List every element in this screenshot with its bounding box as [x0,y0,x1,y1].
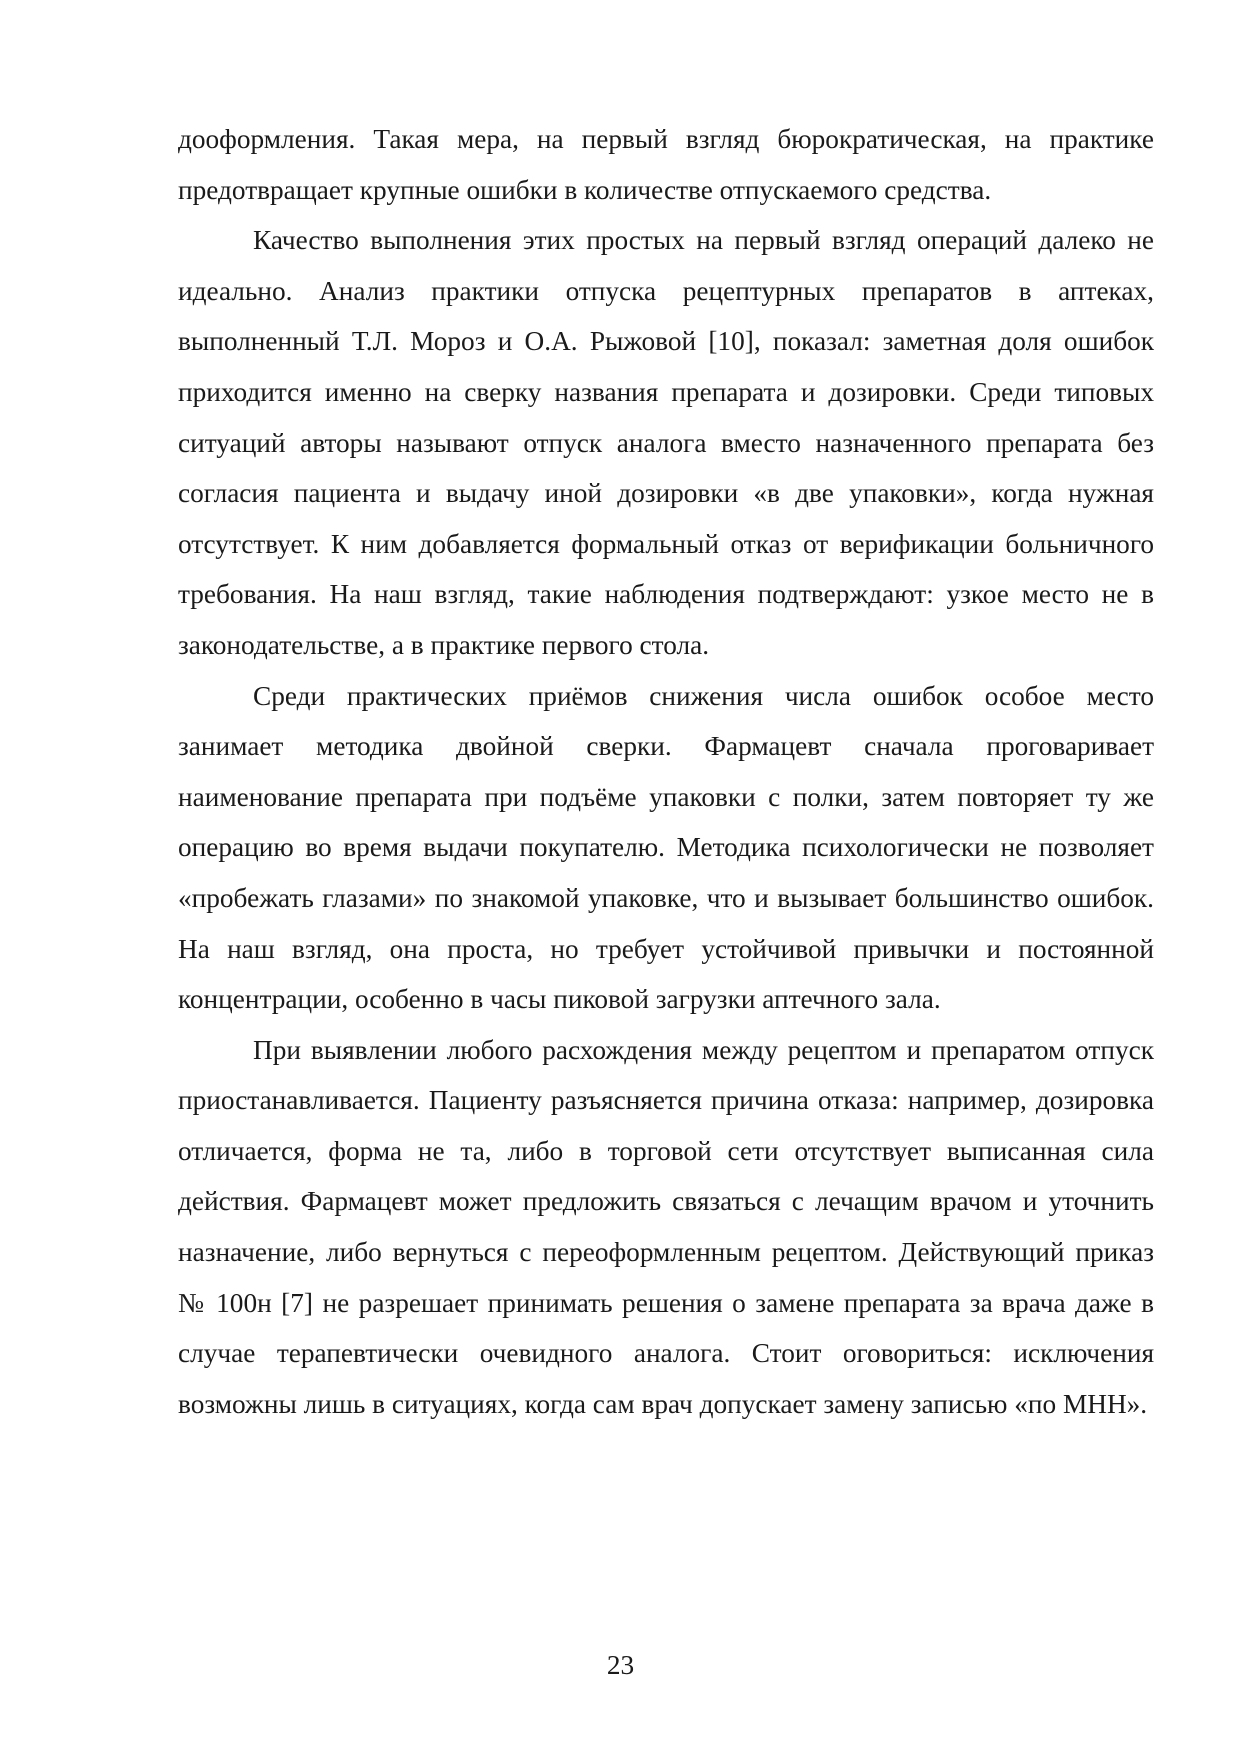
body-text [178,114,1154,1429]
paragraph-discrepancy: При выявлении любого расхождения между рецептом и препаратом отпуск приостанавливается. Пациенту разъясняется причина отказа: например, дозировка отличается, форма не та, либо в торговой сети отсутствует выписанная сила действия. Фармацевт может предложить связаться с лечащим врачом и уточнить назначение, либо вернуться с переоформленным рецептом. Действующий приказ № 100н [7] не разрешает принимать решения о замене препарата за врача даже в случае терапевтически очевидного аналога. Стоит оговориться: исключения возможны лишь в ситуациях, когда сам врач допускает замену записью «по МНН». [178,1034,1154,1419]
paragraph-analysis: Качество выполнения этих простых на первый взгляд операций далеко не идеально. Анализ практики отпуска рецептурных препаратов в аптеках, выполненный Т.Л. Мороз и О.А. Рыжовой [10], показал: заметная доля ошибок приходится именно на сверку названия препарата и дозировки. Среди типовых ситуаций авторы называют отпуск аналога вместо назначенного препарата без согласия пациента и выдачу иной дозировки «в две упаковки», когда нужная отсутствует. К ним добавляется формальный отказ от верификации больничного требования. На наш взгляд, такие наблюдения подтверждают: узкое место не в законодательстве, а в практике первого стола. [178,225,1154,660]
paragraph-double-check: Среди практических приёмов снижения числа ошибок особое место занимает методика двойной сверки. Фармацевт сначала проговаривает наименование препарата при подъёме упаковки с полки, затем повторяет ту же операцию во время выдачи покупателю. Методика психологически не позволяет «пробежать глазами» по знакомой упаковке, что и вызывает большинство ошибок. На наш взгляд, она проста, но требует устойчивой привычки и постоянной концентрации, особенно в часы пиковой загрузки аптечного зала. [178,680,1154,1015]
paragraph-continuation: дооформления. Такая мера, на первый взгляд бюрократическая, на практике предотвращает крупные ошибки в количестве отпускаемого средства. [178,124,1154,205]
page-number: 23 [606,1650,635,1680]
